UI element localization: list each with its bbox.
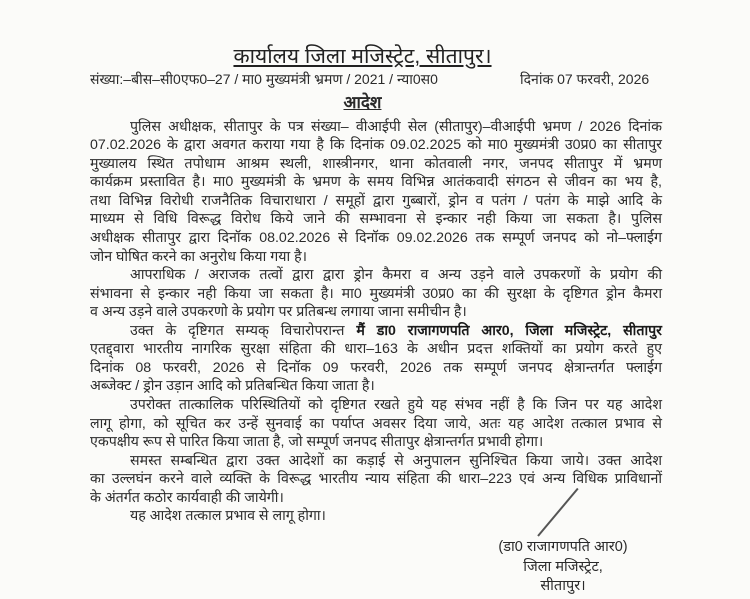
body-line: व अन्य उड़ने वाले उपकरणो के प्रयोग पर प्रतिबन्ध लगाया जाना समीचीन है। — [90, 304, 467, 320]
body-line: यह आदेश तत्काल प्रभाव से लागू होगा। — [130, 508, 326, 524]
body-line: संभावना से इन्कार नही किया जा सकता है। मा0 मुख्यमंत्री उ0प्र0 का की सुरक्षा के दृष्टिगत ड्रोन कैमरा — [90, 286, 662, 302]
body-line — [130, 322, 662, 340]
order-heading: आदेश — [343, 93, 382, 112]
body-line: लागू होगा, को सूचित कर उन्हें सुनवाई का पर्याप्त अवसर दिया जाये, अतः यह आदेश तत्काल प्रभाव से — [90, 416, 662, 432]
signatory-name: (डा0 राजागणपति आर0) — [498, 539, 628, 555]
signatory-designation: जिला मजिस्ट्रेट, — [523, 559, 603, 575]
body-line: दिनांक 08 फरवरी, 2026 से दिनॉक 09 फरवरी, 2026 तक सम्पूर्ण जनपद क्षेत्रान्तर्गत फ्लाईग — [90, 360, 662, 376]
body-line: 07.02.2026 के द्वारा अवगत कराया गया है कि दिनांक 09.02.2025 को मा0 मुख्यमंत्री उ0प्र0 का सीतापुर — [90, 137, 662, 153]
body-line: माध्यम से विधि विरूद्ध विरोध किये जाने की सम्भावना से इन्कार नही किया जा सकता है। पुलिस — [90, 211, 662, 227]
office-title: कार्यालय जिला मजिस्ट्रेट, सीतापुर। — [233, 45, 492, 68]
body-line: का उल्लघंन करने वाले व्यक्ति के विरूद्ध भारतीय न्याय संहिता की धारा–223 एवं अन्य विधिक प्राविधानों — [90, 471, 662, 487]
body-line: मुख्यालय स्थित तपोधाम आश्रम स्थली, शास्त्रीनगर, थाना कोतवाली नगर, जनपद सीतापुर में भ्रमण — [90, 156, 662, 172]
body-line: समस्त सम्बन्धित द्वारा उक्त आदेशों का कड़ाई से अनुपालन सुनिश्चित किया जाये। उक्त आदेश — [130, 453, 662, 469]
body-line: पुलिस अधीक्षक, सीतापुर के पत्र संख्या– वीआईपी सेल (सीतापुर)–वीआईपी भ्रमण / 2026 दिनांक — [130, 119, 662, 135]
body-line: अधीक्षक सीतापुर द्वारा दिनॉक 08.02.2026 से दिनॉक 09.02.2026 तक सम्पूर्ण जनपद को नो–फ्लाईग — [90, 230, 662, 246]
body-line: तथा विभिन्न विरोधी राजनैतिक विचाराधारा / समूहों द्वारा गुब्बारों, ड्रोन व पतंग / पतंग के माझे आदि के — [90, 193, 662, 209]
order-date: दिनांक 07 फरवरी, 2026 — [520, 71, 650, 87]
body-line: कार्यक्रम प्रस्तावित है। मा0 मुख्यमंत्री के भ्रमण के समय विभिन्न आतंकवादी संगठन से जीवन का भय है, — [90, 174, 662, 190]
body-line: जोन घोषित करने का अनुरोध किया गया है। — [90, 249, 308, 265]
body-line: उपरोक्त तात्कालिक परिस्थितियों को दृष्टिगत रखते हुये यह संभव नहीं है कि जिन पर यह आदेश — [130, 397, 662, 413]
body-line: के अंतर्गत कठोर कार्यवाही की जायेगी। — [90, 490, 284, 506]
body-text: उक्त के दृष्टिगत सम्यक् विचारोपरान्त — [130, 323, 345, 339]
body-line: अब्जेक्ट / ड्रोन उड़ान आदि को प्रतिबन्धित किया जाता है। — [90, 378, 375, 394]
signatory-place: सीतापुर। — [540, 578, 586, 594]
body-line: एकपक्षीय रूप से पारित किया जाता है, जो सम्पूर्ण जनपद सीतापुर क्षेत्रान्तर्गत प्रभावी होगा। — [90, 434, 544, 450]
body-line: एतद्द्वारा भारतीय नागरिक सुरक्षा संहिता की धारा–163 के अधीन प्रदत्त शक्तियों का प्रयोग करते हुए — [90, 341, 662, 357]
body-line: आपराधिक / अराजक तत्वों द्वारा द्वारा ड्रोन कैमरा व अन्य उड़ने वाले उपकरणों के प्रयोग की — [130, 267, 662, 283]
magistrate-name-bold: मैं डा0 राजागणपति आर0, जिला मजिस्ट्रेट, सीतापुर — [356, 323, 662, 339]
reference-number: संख्या:–बीस–सी0एफ0–27 / मा0 मुख्यमंत्री भ्रमण / 2021 / न्या0स0 — [90, 71, 438, 87]
